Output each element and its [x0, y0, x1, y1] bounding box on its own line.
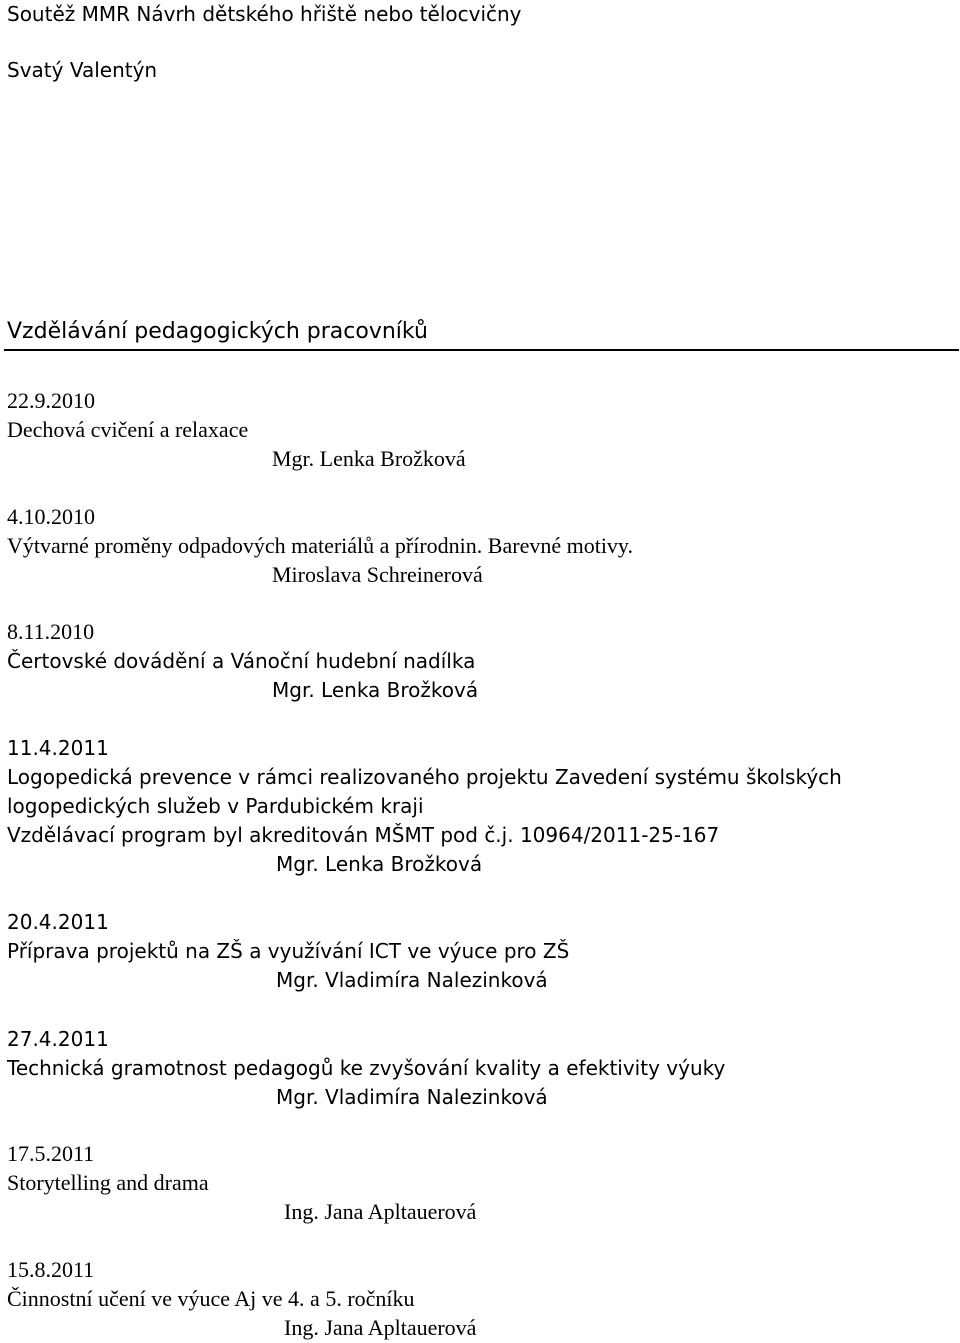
course-date: 20.4.2011 — [7, 910, 109, 934]
course-date: 4.10.2010 — [7, 504, 95, 529]
course-lecturer: Mgr. Lenka Brožková — [272, 678, 479, 702]
header-line-1: Soutěž MMR Návrh dětského hřiště nebo tělocvičny — [7, 2, 522, 26]
course-title: Dechová cvičení a relaxace — [7, 417, 249, 442]
course-lecturer: Mgr. Lenka Brožková — [276, 852, 483, 876]
course-title: Příprava projektů na ZŠ a využívání ICT ve výuce pro ZŠ — [7, 939, 570, 963]
section-divider — [4, 349, 959, 351]
course-date: 11.4.2011 — [7, 736, 109, 760]
header-line-2: Svatý Valentýn — [7, 58, 158, 82]
course-title-line-1: Logopedická prevence v rámci realizovaného projektu Zavedení systému školských — [7, 765, 842, 789]
course-title: Výtvarné proměny odpadových materiálů a přírodnin. Barevné motivy. — [7, 533, 634, 558]
course-title: Čertovské dovádění a Vánoční hudební nadílka — [7, 649, 476, 673]
course-lecturer: Mgr. Vladimíra Nalezinková — [276, 1085, 548, 1109]
course-title-line-2: logopedických služeb v Pardubickém kraji — [7, 794, 424, 818]
course-title-line-3: Vzdělávací program byl akreditován MŠMT pod č.j. 10964/2011-25-167 — [7, 823, 720, 847]
course-title: Činnostní učení ve výuce Aj ve 4. a 5. ročníku — [7, 1286, 415, 1311]
course-date: 8.11.2010 — [7, 619, 95, 644]
course-lecturer: Mgr. Vladimíra Nalezinková — [276, 968, 548, 992]
course-lecturer: Miroslava Schreinerová — [272, 562, 483, 587]
course-date: 27.4.2011 — [7, 1027, 109, 1051]
section-title: Vzdělávání pedagogických pracovníků — [7, 319, 428, 344]
course-lecturer: Ing. Jana Apltauerová — [284, 1199, 477, 1224]
course-date: 22.9.2010 — [7, 388, 95, 413]
course-lecturer: Mgr. Lenka Brožková — [272, 446, 466, 471]
course-title: Storytelling and drama — [7, 1170, 209, 1195]
course-title: Technická gramotnost pedagogů ke zvyšování kvality a efektivity výuky — [7, 1056, 726, 1080]
course-date: 15.8.2011 — [7, 1257, 95, 1282]
course-lecturer: Ing. Jana Apltauerová — [284, 1315, 477, 1340]
course-date: 17.5.2011 — [7, 1141, 95, 1166]
